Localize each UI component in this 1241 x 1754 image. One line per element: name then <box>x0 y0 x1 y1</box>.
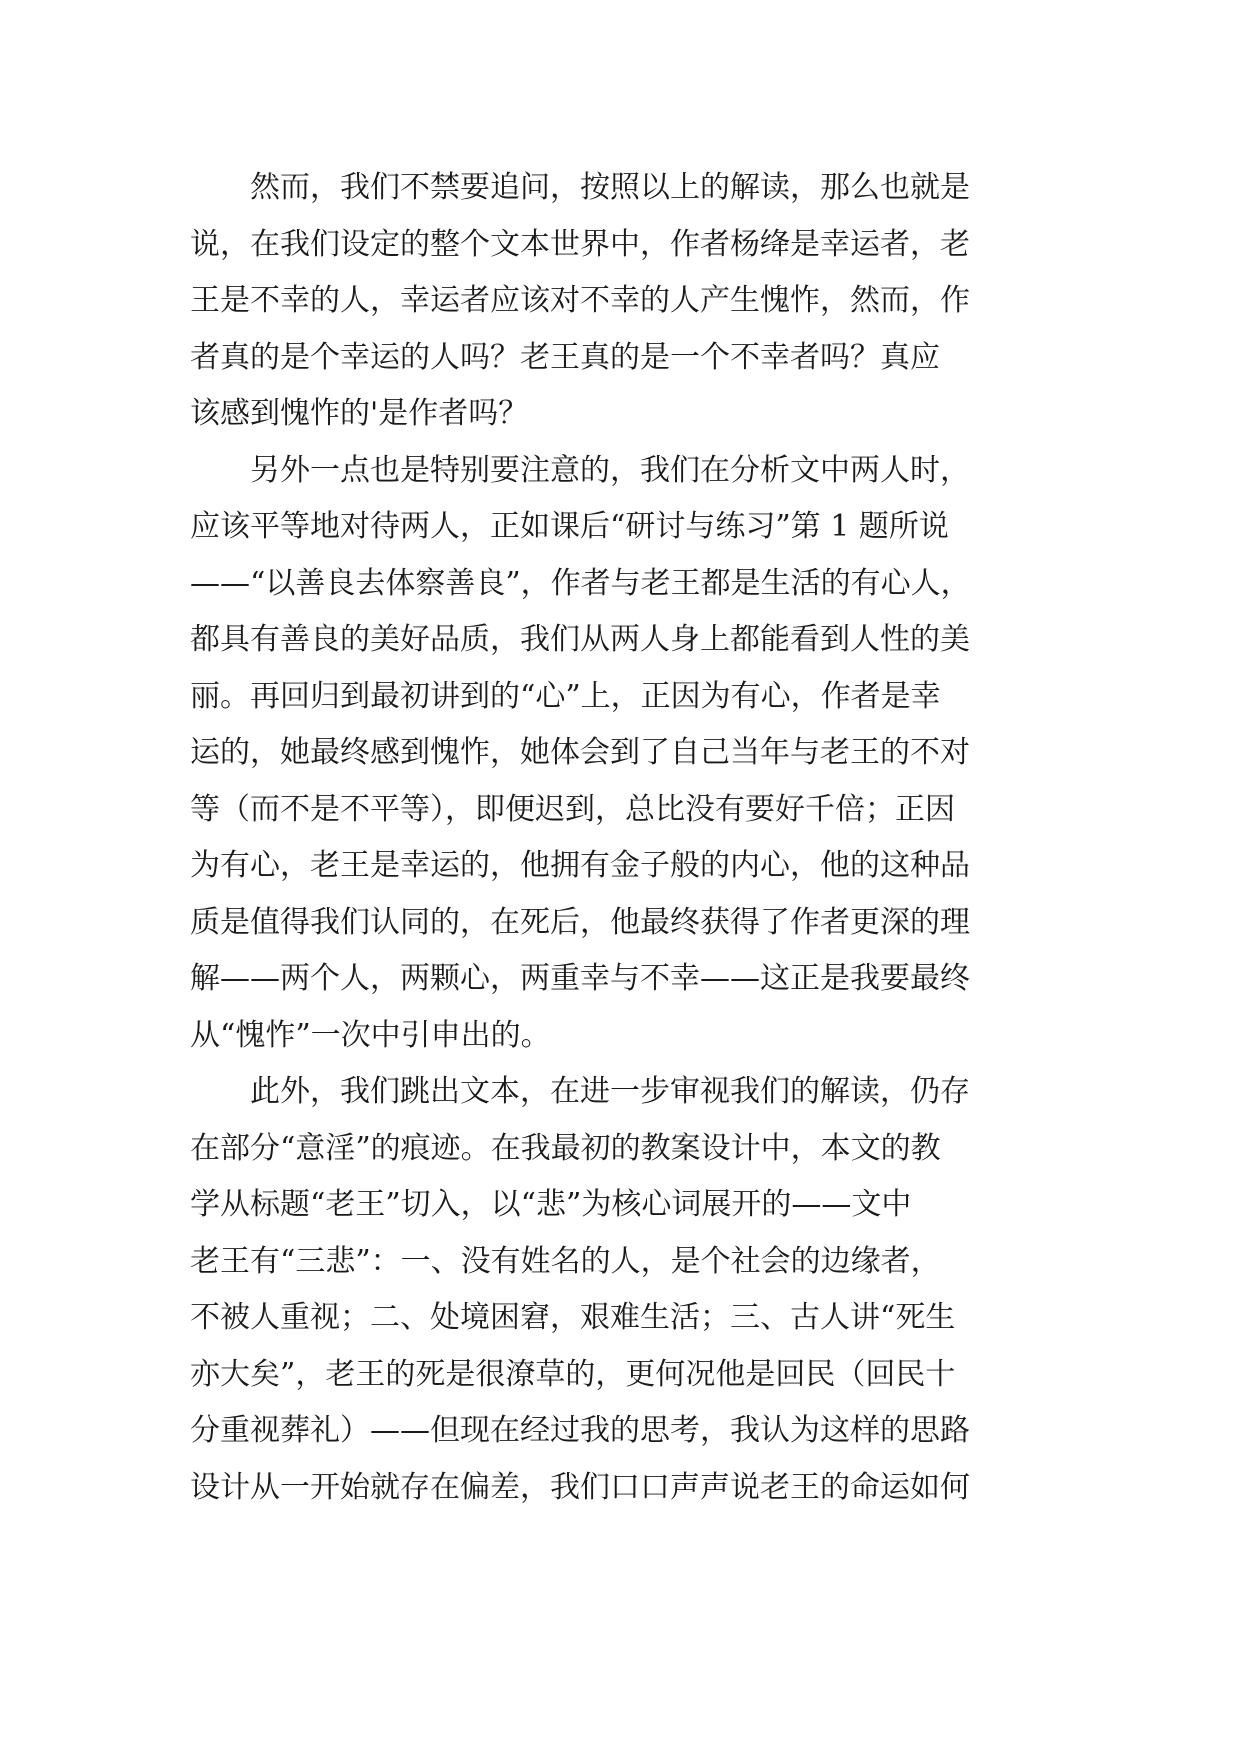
text-line: 该感到愧怍的'是作者吗？ <box>190 396 529 431</box>
text-line: 应该平等地对待两人，正如课后“研讨与练习”第 1 题所说 <box>190 509 949 544</box>
text-line: 不被人重视；二、处境困窘，艰难生活；三、古人讲“死生 <box>190 1300 956 1335</box>
text-line: 设计从一开始就存在偏差，我们口口声声说老王的命运如何 <box>190 1469 970 1505</box>
text-line: 从“愧怍”一次中引申出的。 <box>190 1017 551 1053</box>
text-line: 此外，我们跳出文本，在进一步审视我们的解读，仍存 <box>190 1074 970 1109</box>
text-line: 为有心，老王是幸运的，他拥有金子般的内心，他的这种品 <box>190 848 970 883</box>
text-line: 亦大矣”，老王的死是很潦草的，更何况他是回民（回民十 <box>190 1356 956 1392</box>
paragraph-2 <box>190 443 1054 1065</box>
text-line: 另外一点也是特别要注意的，我们在分析文中两人时， <box>190 452 970 488</box>
text-line: 王是不幸的人，幸运者应该对不幸的人产生愧怍，然而，作 <box>190 283 970 318</box>
text-line: 等（而不是不平等），即便迟到，总比没有要好千倍；正因 <box>190 791 955 827</box>
text-line: 然而，我们不禁要追问，按照以上的解读，那么也就是 <box>190 170 970 205</box>
text-line: 者真的是个幸运的人吗？老王真的是一个不幸者吗？真应 <box>190 339 940 375</box>
text-line: 运的，她最终感到愧怍，她体会到了自己当年与老王的不对 <box>190 735 970 770</box>
text-line: 学从标题“老王”切入，以“悲”为核心词展开的——文中 <box>190 1187 912 1222</box>
paragraph-3 <box>190 1064 1054 1516</box>
text-line: 分重视葬礼）——但现在经过我的思考，我认为这样的思路 <box>190 1413 970 1448</box>
text-line: 质是值得我们认同的，在死后，他最终获得了作者更深的理 <box>190 904 970 940</box>
paragraph-1 <box>190 160 1054 443</box>
text-line: ——“以善良去体察善良”，作者与老王都是生活的有心人， <box>190 565 971 601</box>
document-page <box>190 160 1054 1516</box>
text-line: 丽。再回归到最初讲到的“心”上，正因为有心，作者是幸 <box>190 678 941 714</box>
text-line: 老王有“三悲”：一、没有姓名的人，是个社会的边缘者， <box>190 1243 941 1279</box>
text-line: 都具有善良的美好品质，我们从两人身上都能看到人性的美 <box>190 622 970 657</box>
text-line: 解——两个人，两颗心，两重幸与不幸——这正是我要最终 <box>190 961 970 996</box>
text-line: 说，在我们设定的整个文本世界中，作者杨绛是幸运者，老 <box>190 226 970 262</box>
text-line: 在部分“意淫”的痕迹。在我最初的教案设计中，本文的教 <box>190 1130 941 1166</box>
